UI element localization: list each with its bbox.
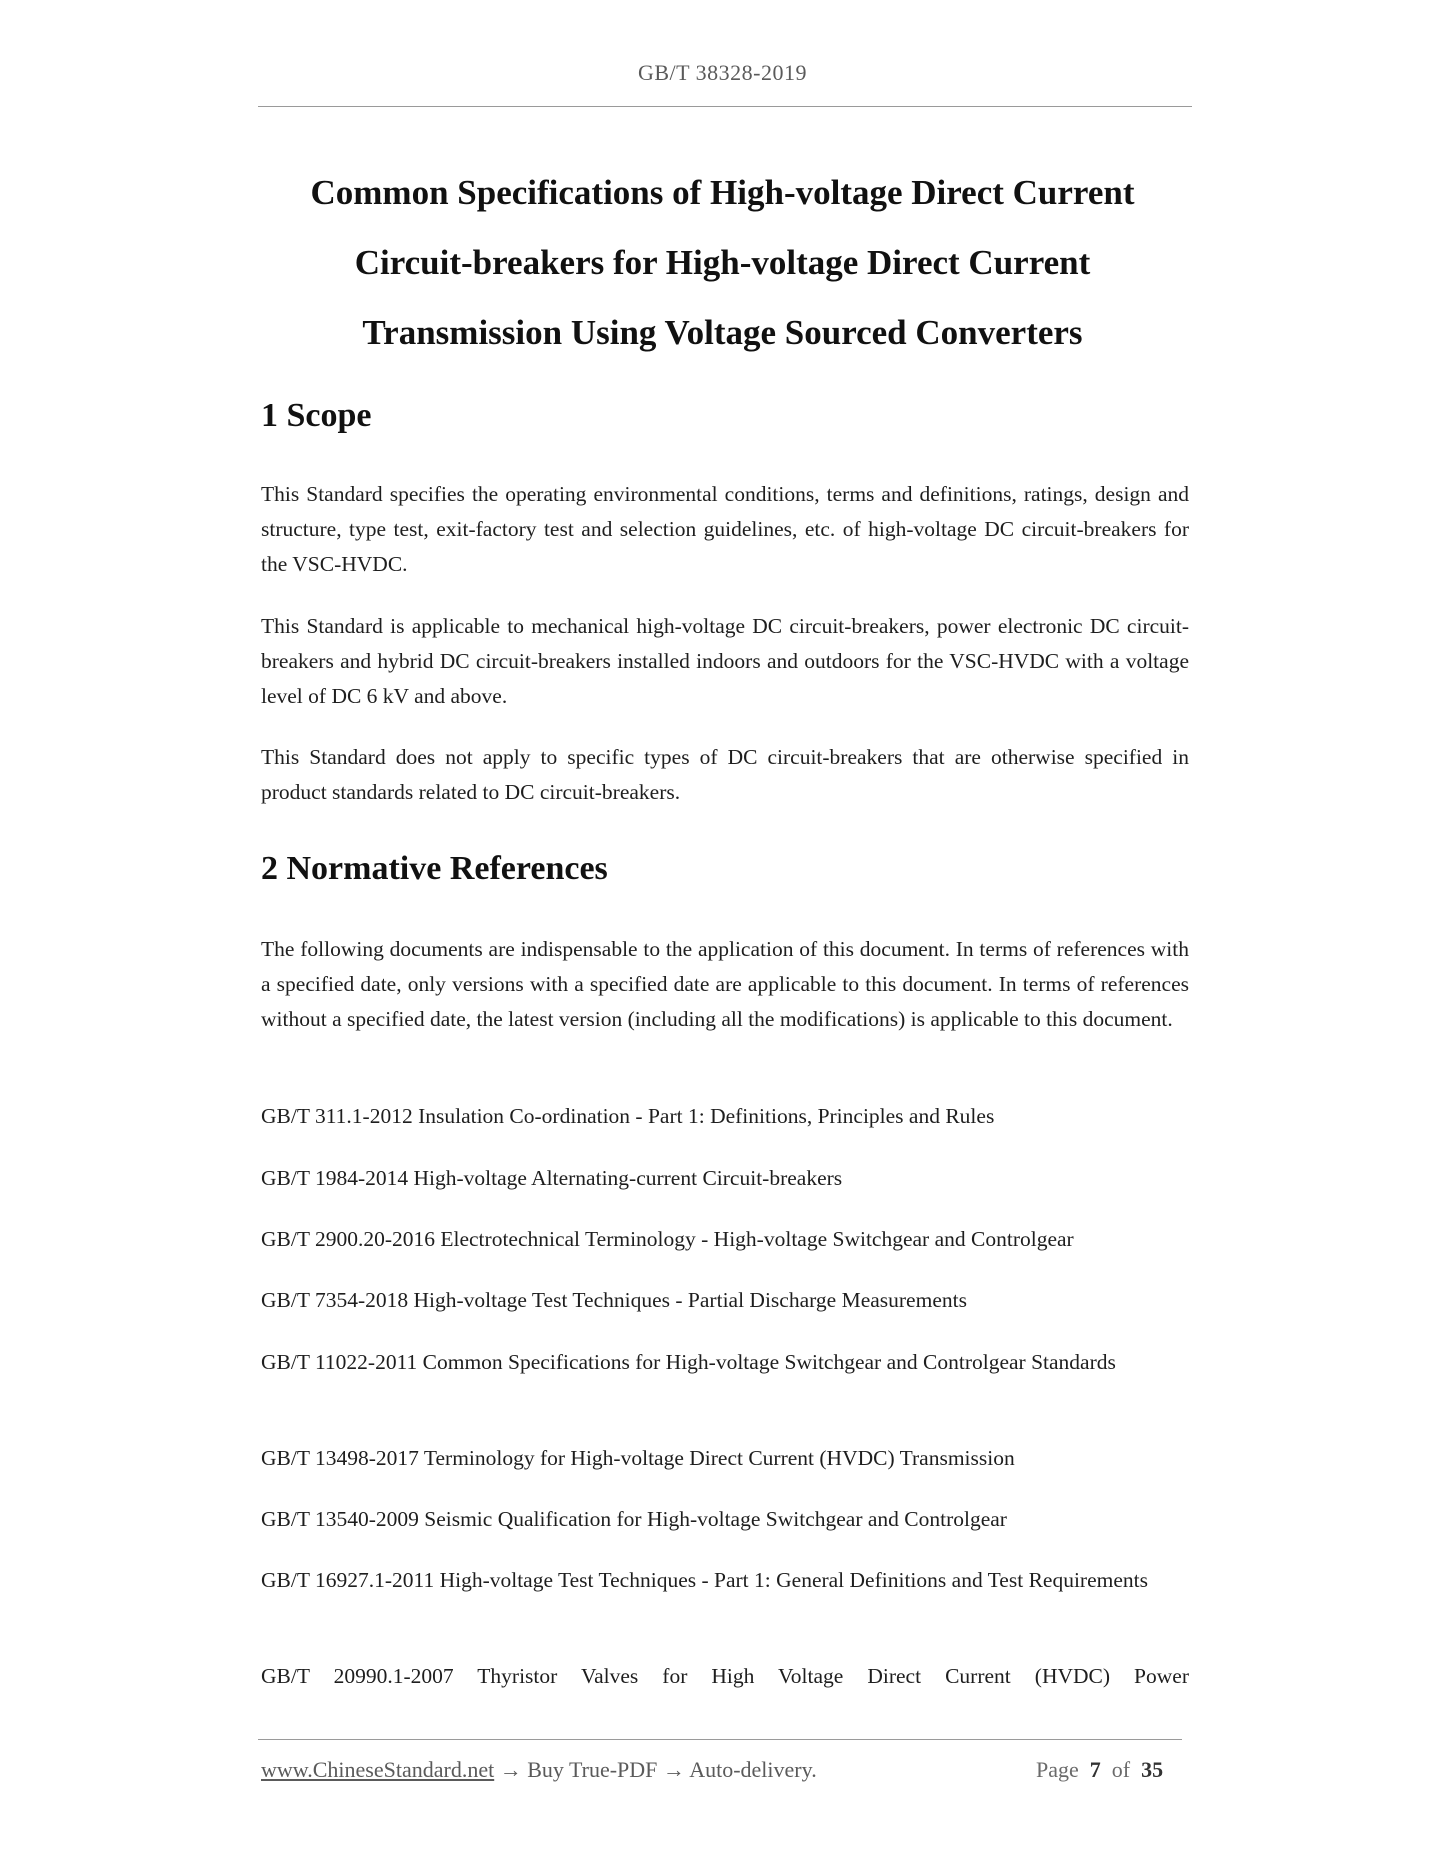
normative-intro-paragraph: The following documents are indispensable to the application of this document. In terms of references with a specified date, only versions with a specified date are applicable to this document. In terms of references without a specified date, the latest version (including all the modifications) is applicable to this document.: [261, 937, 1189, 1031]
title-line: Common Specifications of High-voltage Direct Current: [310, 173, 1135, 212]
footer-divider: [258, 1739, 1182, 1740]
scope-paragraph: This Standard does not apply to specific types of DC circuit-breakers that are otherwise specified in product standards related to DC circuit-breakers.: [261, 745, 1189, 804]
reference-item: GB/T 2900.20-2016 Electrotechnical Terminology - High-voltage Switchgear and Controlgear: [261, 1227, 1074, 1251]
reference-item: GB/T 311.1-2012 Insulation Co-ordination - Part 1: Definitions, Principles and Rules: [261, 1104, 995, 1128]
section-heading-scope: 1 Scope: [261, 397, 372, 434]
reference-item: GB/T 13498-2017 Terminology for High-voltage Direct Current (HVDC) Transmission: [261, 1446, 1015, 1470]
reference-item: GB/T 13540-2009 Seismic Qualification for High-voltage Switchgear and Controlgear: [261, 1507, 1007, 1531]
reference-item: GB/T 11022-2011 Common Specifications for High-voltage Switchgear and Controlgear Standards: [261, 1350, 1116, 1374]
buy-text: Buy True-PDF: [527, 1757, 658, 1782]
page-label: Page: [1036, 1757, 1079, 1782]
reference-item: GB/T 16927.1-2011 High-voltage Test Techniques - Part 1: General Definitions and Test Requirements: [261, 1568, 1148, 1592]
total-pages-number: 35: [1141, 1757, 1164, 1782]
header-divider: [258, 106, 1192, 107]
site-link[interactable]: www.ChineseStandard.net: [261, 1757, 495, 1782]
of-label: of: [1111, 1757, 1131, 1782]
reference-item: GB/T 20990.1-2007 Thyristor Valves for High Voltage Direct Current (HVDC) Power: [261, 1664, 1189, 1688]
section-heading-normative-references: 2 Normative References: [261, 850, 608, 887]
current-page-number: 7: [1089, 1757, 1101, 1782]
scope-paragraph: This Standard is applicable to mechanical high-voltage DC circuit-breakers, power electronic DC circuit-breakers and hybrid DC circuit-breakers installed indoors and outdoors for the VSC-HVDC with a voltage level of DC 6 kV and above.: [261, 614, 1189, 708]
title-line: Circuit-breakers for High-voltage Direct Current: [354, 243, 1091, 282]
arrow-right-icon: →: [662, 1757, 685, 1782]
page-indicator: [1036, 1757, 1163, 1783]
title-line: Transmission Using Voltage Sourced Converters: [362, 313, 1083, 352]
reference-item: GB/T 7354-2018 High-voltage Test Techniques - Partial Discharge Measurements: [261, 1288, 967, 1312]
footer-promo: [261, 1757, 817, 1783]
document-title: [200, 158, 1245, 368]
reference-item: GB/T 1984-2014 High-voltage Alternating-current Circuit-breakers: [261, 1166, 843, 1190]
scope-paragraph: This Standard specifies the operating environmental conditions, terms and definitions, ratings, design and structure, type test, exit-factory test and selection guidelines, etc. of high-voltage DC circuit-breakers for the VSC-HVDC.: [261, 482, 1189, 576]
delivery-text: Auto-delivery.: [689, 1757, 817, 1782]
arrow-right-icon: →: [499, 1757, 522, 1782]
document-code: GB/T 38328-2019: [637, 60, 808, 85]
